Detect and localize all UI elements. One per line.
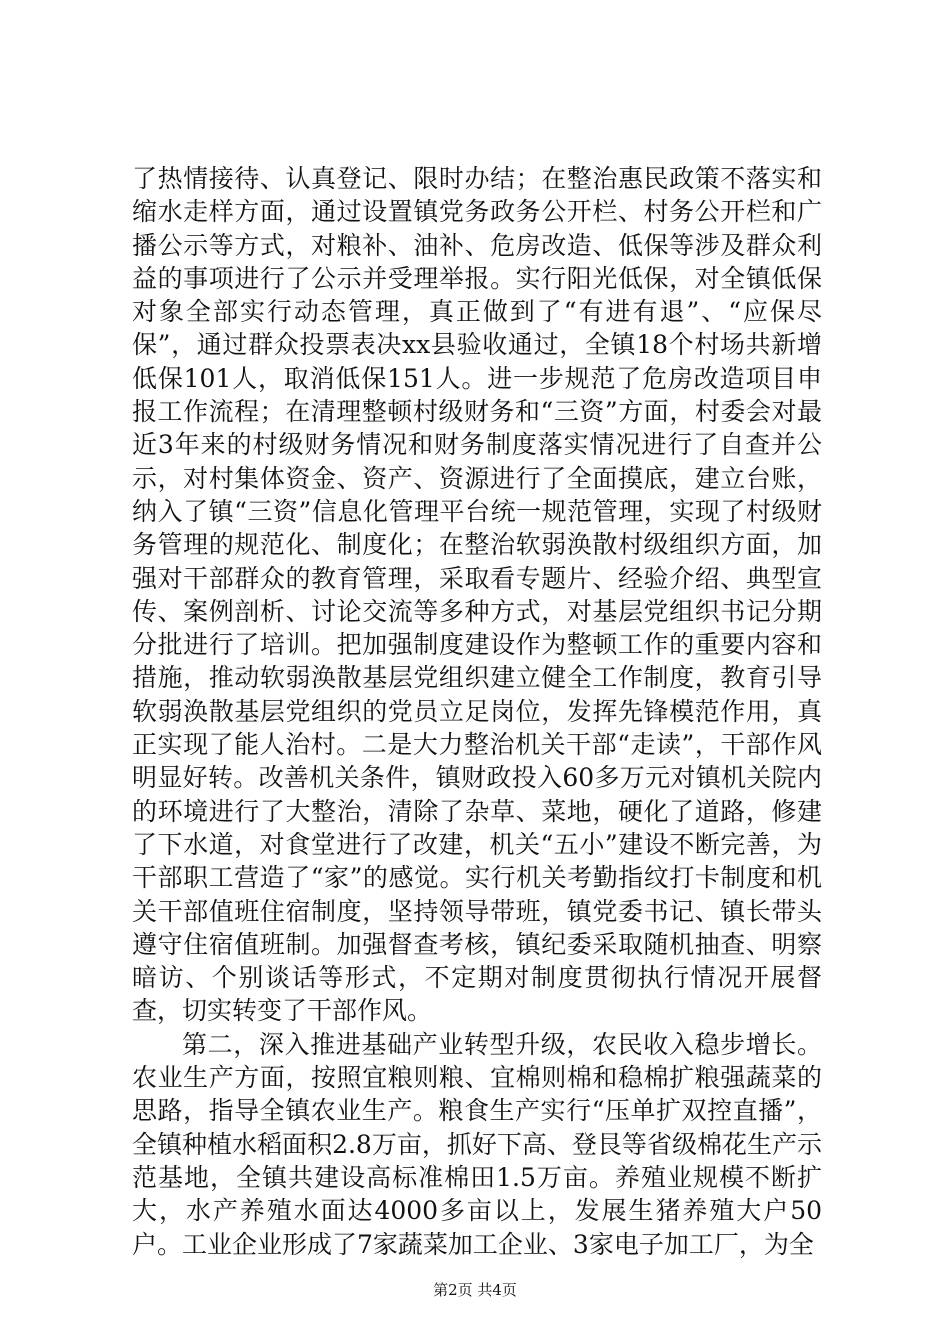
paragraph-continued: 了热情接待、认真登记、限时办结；在整治惠民政策不落实和缩水走样方面，通过设置镇党务政务公开栏、村务公开栏和广播公示等方式，对粮补、油补、危房改造、低保等涉及群众利益的事项进行了公示并受理举报。实行阳光低保，对全镇低保对象全部实行动态管理，真正做到了“有进有退”、“应保尽保”，通过群众投票表决xx县验收通过，全镇18个村场共新增低保101人，取消低保151人。进一步规范了危房改造项目申报工作流程；在清理整顿村级财务和“三资”方面，村委会对最近3年来的村级财务情况和财务制度落实情况进行了自查并公示，对村集体资金、资产、资源进行了全面摸底，建立台账，纳入了镇“三资”信息化管理平台统一规范管理，实现了村级财务管理的规范化、制度化；在整治软弱涣散村级组织方面，加强对干部群众的教育管理，采取看专题片、经验介绍、典型宣传、案例剖析、讨论交流等多种方式，对基层党组织书记分期分批进行了培训。把加强制度建设作为整顿工作的重要内容和措施，推动软弱涣散基层党组织建立健全工作制度，教育引导软弱涣散基层党组织的党员立足岗位，发挥先锋模范作用，真正实现了能人治村。二是大力整治机关干部“走读”，干部作风明显好转。改善机关条件，镇财政投入60多万元对镇机关院内的环境进行了大整治，清除了杂草、菜地，硬化了道路，修建了下水道，对食堂进行了改建，机关“五小”建设不断完善，为干部职工营造了“家”的感觉。实行机关考勤指纹打卡制度和机关干部值班住宿制度，坚持领导带班，镇党委书记、镇长带头遵守住宿值班制。加强督查考核，镇纪委采取随机抽查、明察暗访、个别谈话等形式，不定期对制度贯彻执行情况开展督查，切实转变了干部作风。 <box>132 164 822 1026</box>
paragraph-second-point: 第二，深入推进基础产业转型升级，农民收入稳步增长。农业生产方面，按照宜粮则粮、宜棉则棉和稳棉扩粮强蔬菜的思路，指导全镇农业生产。粮食生产实行“压单扩双控直播”，全镇种植水稻面积2.8万亩，抓好下高、登艮等省级棉花生产示范基地，全镇共建设高标准棉田1.5万亩。养殖业规模不断扩大，水产养殖水面达4000多亩以上，发展生猪养殖大户50户。工业企业形成了7家蔬菜加工企业、3家电子加工厂，为全 <box>132 1029 822 1259</box>
document-body <box>132 162 822 1261</box>
page-footer: 第2页 共4页 <box>433 1281 517 1299</box>
